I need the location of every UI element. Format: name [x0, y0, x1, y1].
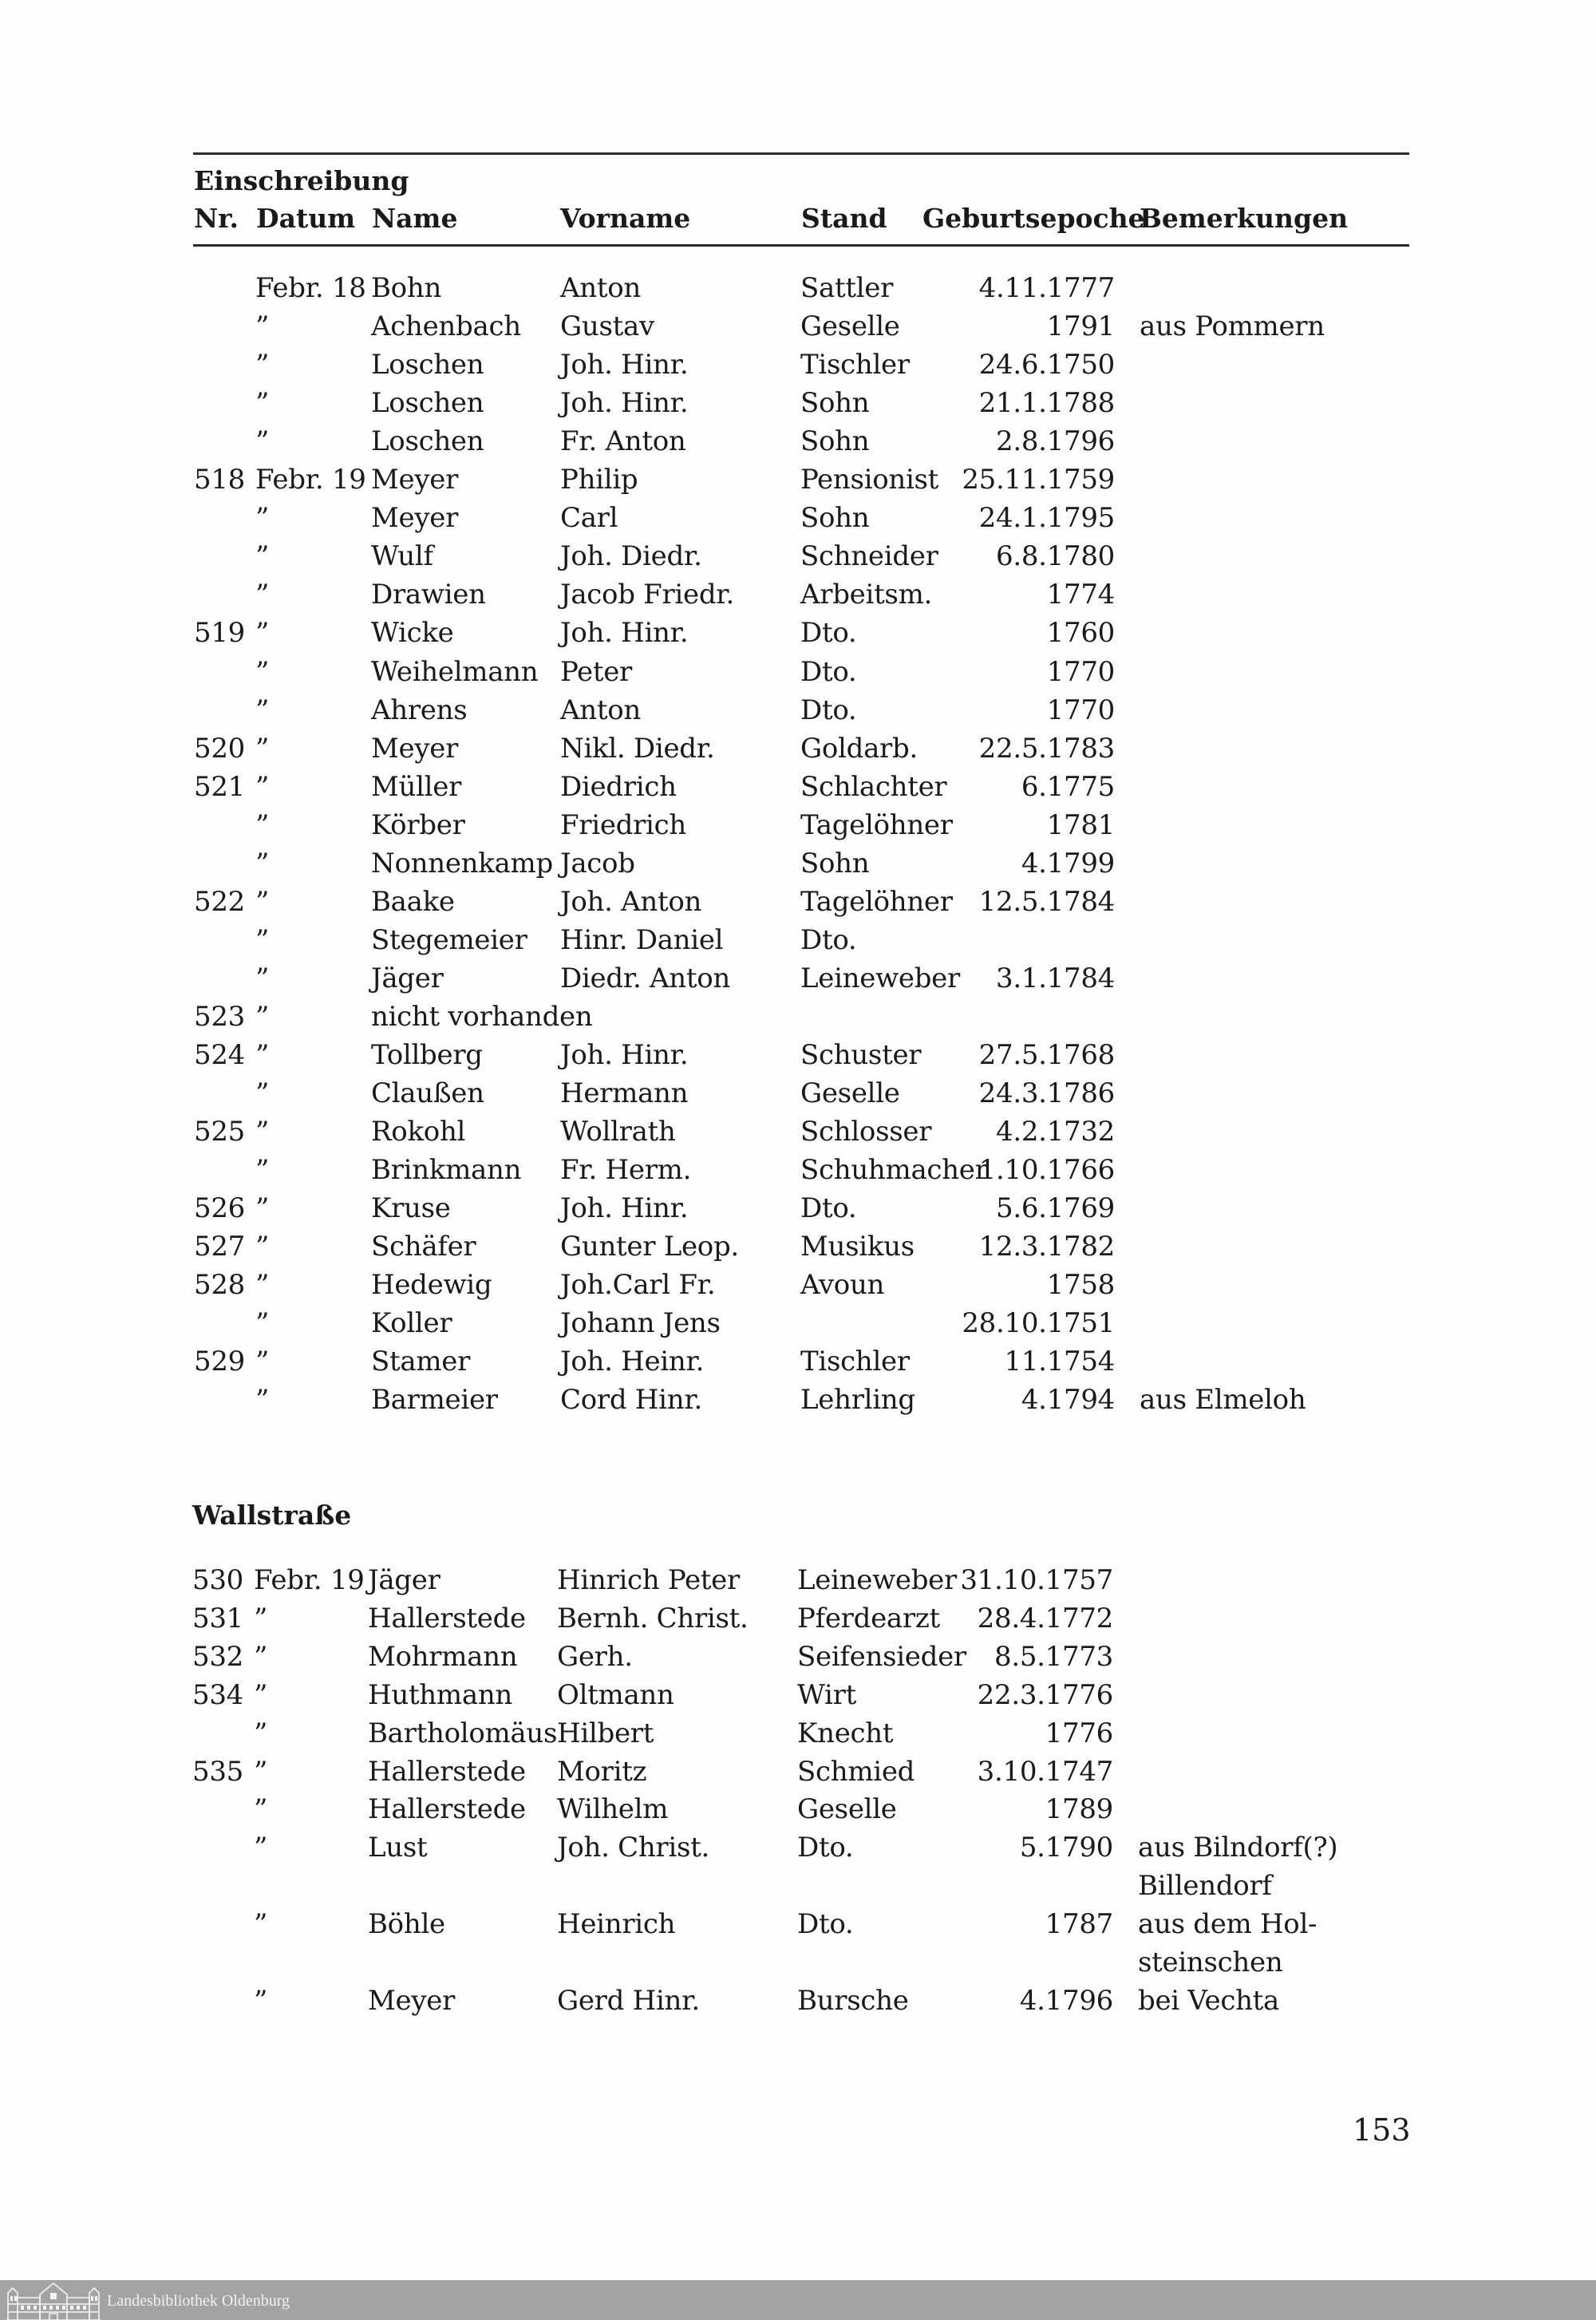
- surname-cell: Ahrens: [371, 694, 468, 726]
- table-row: [0, 460, 1596, 499]
- library-name: Landesbibliothek Oldenburg: [107, 2292, 290, 2310]
- given-name-cell: Peter: [560, 655, 633, 688]
- birth-date-cell: 8.5.1773: [994, 1640, 1113, 1673]
- entry-date-cell: ”: [255, 885, 270, 918]
- surname-cell: Claußen: [371, 1077, 484, 1110]
- table-row: [0, 1714, 1596, 1753]
- surname-cell: Loschen: [371, 425, 484, 458]
- table-row: [0, 422, 1596, 460]
- entry-date-cell: ”: [254, 1678, 268, 1711]
- table-row: [0, 1381, 1596, 1419]
- entry-number-cell: 529: [194, 1346, 245, 1378]
- entry-date-cell: ”: [254, 1602, 268, 1634]
- header-geburtsepoche: Geburtsepoche: [922, 203, 1145, 234]
- table-row: [0, 959, 1596, 998]
- occupation-cell: Lehrling: [800, 1384, 915, 1417]
- entry-number-cell: 523: [194, 1000, 245, 1033]
- remarks-cell: Billendorf: [1138, 1870, 1272, 1903]
- entry-date-cell: ”: [254, 1793, 268, 1826]
- surname-cell: Lust: [368, 1832, 428, 1864]
- birth-date-cell: 1776: [1045, 1717, 1113, 1749]
- occupation-cell: Schlachter: [800, 770, 947, 803]
- table-row: [0, 806, 1596, 844]
- remarks-cell: bei Vechta: [1138, 1984, 1279, 2017]
- birth-date-cell: 12.3.1782: [978, 1231, 1115, 1263]
- entry-number-cell: 524: [194, 1039, 245, 1071]
- occupation-cell: Dto.: [797, 1908, 854, 1941]
- birth-date-cell: 4.1799: [1021, 847, 1115, 879]
- given-name-cell: Friedrich: [560, 808, 686, 841]
- occupation-cell: Sohn: [800, 847, 870, 879]
- surname-cell: Bartholomäus: [368, 1717, 558, 1749]
- birth-date-cell: 1770: [1046, 694, 1115, 726]
- entry-number-cell: 527: [194, 1231, 245, 1263]
- surname-cell: Huthmann: [368, 1678, 513, 1711]
- entry-date-cell: ”: [255, 1307, 270, 1340]
- table-row: [0, 1867, 1596, 1905]
- occupation-cell: Knecht: [797, 1717, 894, 1749]
- occupation-cell: Dto.: [797, 1832, 854, 1864]
- table-row: [0, 998, 1596, 1036]
- surname-cell: Achenbach: [371, 310, 521, 343]
- header-datum: Datum: [256, 203, 356, 234]
- entry-date-cell: ”: [255, 579, 270, 611]
- table-row: [0, 1074, 1596, 1113]
- entry-date-cell: ”: [255, 540, 270, 573]
- given-name-cell: Joh. Hinr.: [560, 349, 689, 381]
- entry-number-cell: 519: [194, 617, 245, 650]
- table-row: [0, 1676, 1596, 1714]
- surname-cell: Wulf: [371, 540, 433, 573]
- occupation-cell: Seifensieder: [797, 1640, 966, 1673]
- table-row: [0, 768, 1596, 806]
- given-name-cell: Joh. Hinr.: [560, 1039, 689, 1071]
- surname-cell: nicht vorhanden: [371, 1000, 593, 1033]
- header-vorname: Vorname: [560, 203, 691, 234]
- given-name-cell: Hinr. Daniel: [560, 923, 724, 956]
- entry-number-cell: 526: [194, 1192, 245, 1225]
- entry-date-cell: ”: [254, 1640, 268, 1673]
- table-row: [0, 691, 1596, 729]
- surname-cell: Körber: [371, 808, 465, 841]
- birth-date-cell: 1781: [1046, 808, 1115, 841]
- entry-date-cell: ”: [255, 1192, 270, 1225]
- remarks-cell: aus Bilndorf(?): [1138, 1832, 1338, 1864]
- given-name-cell: Fr. Herm.: [560, 1154, 692, 1187]
- birth-date-cell: 4.11.1777: [978, 272, 1115, 304]
- table-row: [0, 729, 1596, 768]
- given-name-cell: Cord Hinr.: [560, 1384, 703, 1417]
- birth-date-cell: 11.1754: [1004, 1346, 1115, 1378]
- given-name-cell: Heinrich: [557, 1908, 676, 1941]
- occupation-cell: Musikus: [800, 1231, 915, 1263]
- occupation-cell: Schneider: [800, 540, 938, 573]
- occupation-cell: Tischler: [800, 349, 910, 381]
- birth-date-cell: 28.4.1772: [977, 1602, 1113, 1634]
- birth-date-cell: 5.6.1769: [995, 1192, 1115, 1225]
- given-name-cell: Jacob Friedr.: [560, 579, 735, 611]
- birth-date-cell: 1774: [1046, 579, 1115, 611]
- surname-cell: Meyer: [371, 732, 459, 765]
- given-name-cell: Gunter Leop.: [560, 1231, 739, 1263]
- occupation-cell: Geselle: [800, 1077, 900, 1110]
- surname-cell: Loschen: [371, 387, 484, 420]
- surname-cell: Stegemeier: [371, 923, 527, 956]
- surname-cell: Jäger: [368, 1564, 440, 1596]
- occupation-cell: Tagelöhner: [800, 885, 953, 918]
- given-name-cell: Joh. Heinr.: [560, 1346, 705, 1378]
- entry-date-cell: ”: [254, 1755, 268, 1788]
- entry-date-cell: Febr. 18: [255, 272, 366, 304]
- table-row: [0, 921, 1596, 959]
- table-row: [0, 575, 1596, 614]
- surname-cell: Hallerstede: [368, 1793, 526, 1826]
- table-row: [0, 1638, 1596, 1676]
- table-row: [0, 883, 1596, 921]
- table-row: [0, 1905, 1596, 1943]
- surname-cell: Koller: [371, 1307, 452, 1340]
- entry-number-cell: 534: [192, 1678, 243, 1711]
- table-row: [0, 1266, 1596, 1304]
- table-row: [0, 1828, 1596, 1867]
- given-name-cell: Diedr. Anton: [560, 962, 731, 994]
- table-row: [0, 346, 1596, 384]
- occupation-cell: Geselle: [800, 310, 900, 343]
- entry-date-cell: ”: [255, 310, 270, 343]
- birth-date-cell: 1760: [1046, 617, 1115, 650]
- surname-cell: Hallerstede: [368, 1755, 526, 1788]
- occupation-cell: Tischler: [800, 1346, 910, 1378]
- birth-date-cell: 4.2.1732: [995, 1116, 1115, 1148]
- given-name-cell: Joh. Anton: [560, 885, 702, 918]
- entry-date-cell: ”: [255, 1346, 270, 1378]
- table-row: [0, 844, 1596, 883]
- surname-cell: Weihelmann: [371, 655, 539, 688]
- birth-date-cell: 5.1790: [1019, 1832, 1113, 1864]
- entry-date-cell: ”: [255, 770, 270, 803]
- occupation-cell: Dto.: [800, 694, 857, 726]
- table-row: [0, 653, 1596, 691]
- entry-date-cell: ”: [255, 655, 270, 688]
- page-number: 153: [1353, 2113, 1411, 2148]
- surname-cell: Meyer: [371, 502, 459, 535]
- entry-date-cell: ”: [255, 694, 270, 726]
- given-name-cell: Philip: [560, 464, 638, 496]
- remarks-cell: steinschen: [1138, 1947, 1283, 1978]
- occupation-cell: Dto.: [800, 617, 857, 650]
- occupation-cell: Sohn: [800, 387, 870, 420]
- entry-date-cell: ”: [255, 1116, 270, 1148]
- surname-cell: Rokohl: [371, 1116, 466, 1148]
- birth-date-cell: 1787: [1045, 1908, 1113, 1941]
- occupation-cell: Schmied: [797, 1755, 915, 1788]
- entry-date-cell: ”: [255, 349, 270, 381]
- occupation-cell: Geselle: [797, 1793, 897, 1826]
- birth-date-cell: 1770: [1046, 655, 1115, 688]
- birth-date-cell: 3.10.1747: [977, 1755, 1113, 1788]
- table-row: [0, 1342, 1596, 1381]
- surname-cell: Brinkmann: [371, 1154, 522, 1187]
- given-name-cell: Anton: [560, 694, 641, 726]
- entry-number-cell: 530: [192, 1564, 243, 1596]
- given-name-cell: Joh. Hinr.: [560, 617, 689, 650]
- entry-date-cell: ”: [255, 1077, 270, 1110]
- occupation-cell: Bursche: [797, 1984, 909, 2017]
- given-name-cell: Gustav: [560, 310, 654, 343]
- birth-date-cell: 21.1.1788: [978, 387, 1115, 420]
- surname-cell: Baake: [371, 885, 455, 918]
- section-title-wallstrasse: Wallstraße: [192, 1500, 352, 1531]
- surname-cell: Hedewig: [371, 1269, 492, 1302]
- occupation-cell: Schuhmacher: [800, 1154, 988, 1187]
- occupation-cell: Schlosser: [800, 1116, 932, 1148]
- footer-bar: [0, 2280, 1596, 2320]
- entry-number-cell: 521: [194, 770, 245, 803]
- header-stand: Stand: [801, 203, 887, 234]
- occupation-cell: Wirt: [797, 1678, 856, 1711]
- occupation-cell: Tagelöhner: [800, 808, 953, 841]
- given-name-cell: Moritz: [557, 1755, 647, 1788]
- section-title-einschreibung: Einschreibung: [194, 165, 409, 196]
- surname-cell: Meyer: [368, 1984, 456, 2017]
- birth-date-cell: 4.1796: [1019, 1984, 1113, 2017]
- table-row: [0, 1943, 1596, 1982]
- birth-date-cell: 2.8.1796: [995, 425, 1115, 458]
- surname-cell: Meyer: [371, 464, 459, 496]
- given-name-cell: Fr. Anton: [560, 425, 686, 458]
- given-name-cell: Oltmann: [557, 1678, 674, 1711]
- birth-date-cell: 1.10.1766: [978, 1154, 1115, 1187]
- entry-date-cell: ”: [255, 808, 270, 841]
- header-rule: [193, 244, 1409, 247]
- birth-date-cell: 31.10.1757: [960, 1564, 1113, 1596]
- surname-cell: Hallerstede: [368, 1602, 526, 1634]
- occupation-cell: Goldarb.: [800, 732, 918, 765]
- birth-date-cell: 4.1794: [1021, 1384, 1115, 1417]
- given-name-cell: Joh. Christ.: [557, 1832, 709, 1864]
- occupation-cell: Schuster: [800, 1039, 922, 1071]
- entry-date-cell: ”: [255, 1154, 270, 1187]
- top-rule: [193, 152, 1409, 155]
- entry-date-cell: ”: [255, 502, 270, 535]
- table-row: [0, 1151, 1596, 1189]
- birth-date-cell: 12.5.1784: [978, 885, 1115, 918]
- entry-date-cell: ”: [255, 387, 270, 420]
- surname-cell: Böhle: [368, 1908, 445, 1941]
- occupation-cell: Dto.: [800, 1192, 857, 1225]
- remarks-cell: aus dem Hol-: [1138, 1908, 1317, 1941]
- entry-date-cell: ”: [254, 1984, 268, 2017]
- entry-number-cell: 531: [192, 1602, 243, 1634]
- table-row: [0, 614, 1596, 652]
- surname-cell: Kruse: [371, 1192, 451, 1225]
- given-name-cell: Gerh.: [557, 1640, 633, 1673]
- header-bemerkungen: Bemerkungen: [1140, 203, 1349, 234]
- table-row: [0, 384, 1596, 422]
- surname-cell: Loschen: [371, 349, 484, 381]
- entry-date-cell: ”: [255, 425, 270, 458]
- birth-date-cell: 24.3.1786: [978, 1077, 1115, 1110]
- table-row: [0, 1753, 1596, 1791]
- given-name-cell: Diedrich: [560, 770, 677, 803]
- occupation-cell: Arbeitsm.: [800, 579, 933, 611]
- surname-cell: Jäger: [371, 962, 444, 994]
- entry-date-cell: Febr. 19: [255, 464, 366, 496]
- given-name-cell: Nikl. Diedr.: [560, 732, 715, 765]
- entry-date-cell: ”: [255, 1269, 270, 1302]
- given-name-cell: Joh. Hinr.: [560, 387, 689, 420]
- surname-cell: Stamer: [371, 1346, 471, 1378]
- given-name-cell: Anton: [560, 272, 641, 304]
- birth-date-cell: 27.5.1768: [978, 1039, 1115, 1071]
- entry-date-cell: ”: [255, 617, 270, 650]
- entry-date-cell: ”: [255, 1384, 270, 1417]
- entry-date-cell: ”: [255, 1231, 270, 1263]
- occupation-cell: Sohn: [800, 502, 870, 535]
- table-row: [0, 307, 1596, 346]
- birth-date-cell: 1789: [1045, 1793, 1113, 1826]
- surname-cell: Barmeier: [371, 1384, 498, 1417]
- given-name-cell: Bernh. Christ.: [557, 1602, 749, 1634]
- given-name-cell: Joh. Diedr.: [560, 540, 702, 573]
- entry-date-cell: ”: [255, 847, 270, 879]
- entry-number-cell: 522: [194, 885, 245, 918]
- given-name-cell: Carl: [560, 502, 618, 535]
- table-row: [0, 499, 1596, 537]
- entry-number-cell: 520: [194, 732, 245, 765]
- entry-number-cell: 535: [192, 1755, 243, 1788]
- occupation-cell: Sattler: [800, 272, 894, 304]
- entry-date-cell: ”: [254, 1832, 268, 1864]
- surname-cell: Bohn: [371, 272, 442, 304]
- table-row: [0, 1304, 1596, 1342]
- table-row: [0, 269, 1596, 307]
- occupation-cell: Leineweber: [800, 962, 960, 994]
- entry-date-cell: ”: [255, 1000, 270, 1033]
- occupation-cell: Sohn: [800, 425, 870, 458]
- table-row: [0, 537, 1596, 575]
- occupation-cell: Dto.: [800, 655, 857, 688]
- surname-cell: Drawien: [371, 579, 486, 611]
- given-name-cell: Jacob: [560, 847, 635, 879]
- birth-date-cell: 3.1.1784: [995, 962, 1115, 994]
- birth-date-cell: 25.11.1759: [962, 464, 1115, 496]
- entry-date-cell: ”: [255, 1039, 270, 1071]
- occupation-cell: Leineweber: [797, 1564, 957, 1596]
- entry-date-cell: ”: [255, 732, 270, 765]
- birth-date-cell: 24.6.1750: [978, 349, 1115, 381]
- birth-date-cell: 28.10.1751: [962, 1307, 1115, 1340]
- entry-date-cell: ”: [254, 1908, 268, 1941]
- remarks-cell: aus Elmeloh: [1140, 1384, 1306, 1417]
- occupation-cell: Pferdearzt: [797, 1602, 940, 1634]
- header-nr: Nr.: [194, 203, 239, 234]
- surname-cell: Nonnenkamp: [371, 847, 553, 879]
- library-building-icon: [5, 2282, 102, 2320]
- birth-date-cell: 24.1.1795: [978, 502, 1115, 535]
- birth-date-cell: 1758: [1046, 1269, 1115, 1302]
- birth-date-cell: 1791: [1046, 310, 1115, 343]
- entry-date-cell: ”: [255, 923, 270, 956]
- entry-number-cell: 518: [194, 464, 245, 496]
- given-name-cell: Hinrich Peter: [557, 1564, 740, 1596]
- birth-date-cell: 22.3.1776: [977, 1678, 1113, 1711]
- table-row: [0, 1036, 1596, 1074]
- surname-cell: Schäfer: [371, 1231, 476, 1263]
- given-name-cell: Wollrath: [560, 1116, 676, 1148]
- surname-cell: Wicke: [371, 617, 454, 650]
- table-row: [0, 1982, 1596, 2020]
- given-name-cell: Joh. Hinr.: [560, 1192, 689, 1225]
- birth-date-cell: 22.5.1783: [978, 732, 1115, 765]
- table-row: [0, 1790, 1596, 1828]
- table-row: [0, 1561, 1596, 1599]
- entry-number-cell: 532: [192, 1640, 243, 1673]
- surname-cell: Müller: [371, 770, 462, 803]
- given-name-cell: Hermann: [560, 1077, 689, 1110]
- header-name: Name: [372, 203, 458, 234]
- birth-date-cell: 6.8.1780: [995, 540, 1115, 573]
- table-row: [0, 1189, 1596, 1227]
- birth-date-cell: 6.1775: [1021, 770, 1115, 803]
- entry-date-cell: ”: [255, 962, 270, 994]
- table-row: [0, 1227, 1596, 1266]
- occupation-cell: Dto.: [800, 923, 857, 956]
- entry-date-cell: Febr. 19: [254, 1564, 365, 1596]
- surname-cell: Mohrmann: [368, 1640, 518, 1673]
- table-row: [0, 1113, 1596, 1151]
- given-name-cell: Hilbert: [557, 1717, 654, 1749]
- given-name-cell: Johann Jens: [560, 1307, 721, 1340]
- entry-number-cell: 528: [194, 1269, 245, 1302]
- surname-cell: Tollberg: [371, 1039, 483, 1071]
- occupation-cell: Pensionist: [800, 464, 939, 496]
- occupation-cell: Avoun: [800, 1269, 885, 1302]
- entry-date-cell: ”: [254, 1717, 268, 1749]
- given-name-cell: Joh.Carl Fr.: [560, 1269, 716, 1302]
- remarks-cell: aus Pommern: [1140, 310, 1325, 343]
- entry-number-cell: 525: [194, 1116, 245, 1148]
- given-name-cell: Wilhelm: [557, 1793, 669, 1826]
- given-name-cell: Gerd Hinr.: [557, 1984, 700, 2017]
- table-row: [0, 1599, 1596, 1638]
